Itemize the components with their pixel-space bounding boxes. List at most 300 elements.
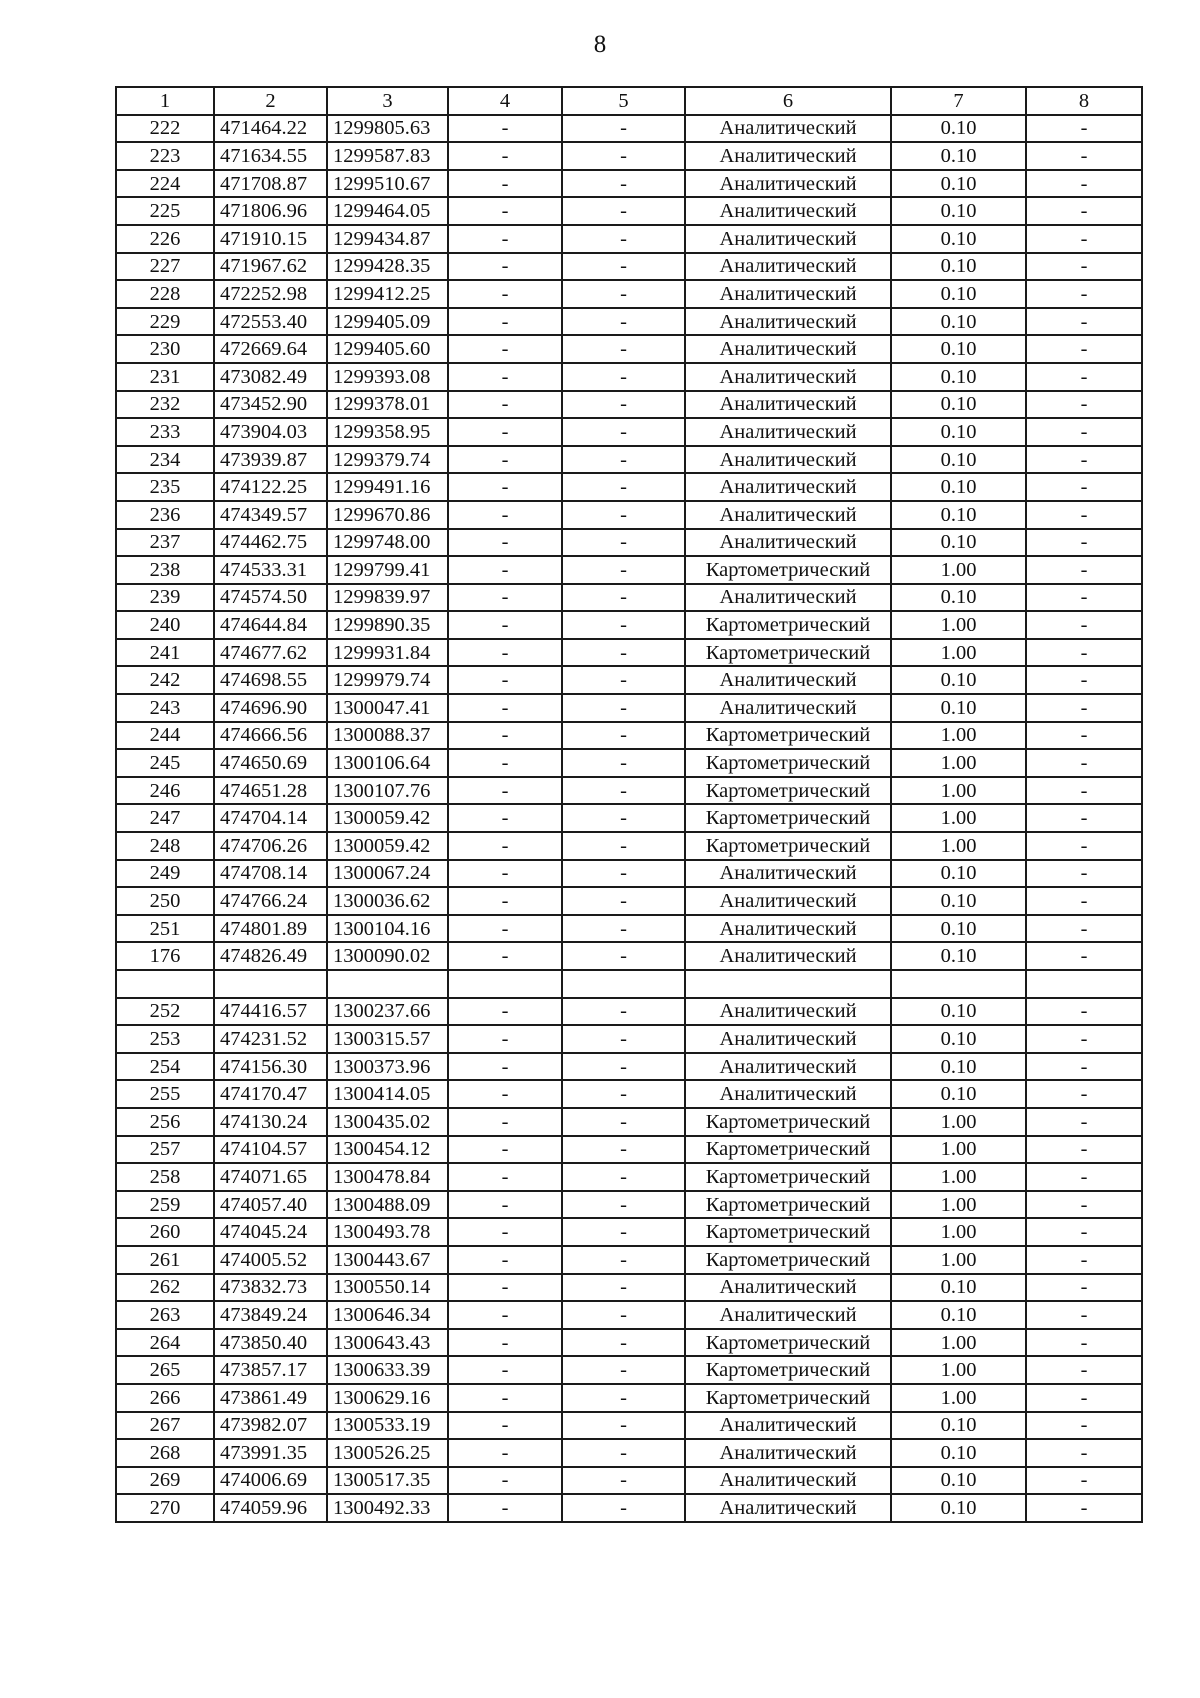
cell-point-number: 257 [116,1136,214,1164]
cell-method: Аналитический [685,584,891,612]
cell-col-8: - [1026,611,1142,639]
table-row [116,694,1142,722]
cell-y-coordinate: 1300454.12 [327,1136,448,1164]
cell-y-coordinate: 1300435.02 [327,1108,448,1136]
cell-x-coordinate: 471806.96 [214,197,327,225]
cell-point-number: 268 [116,1439,214,1467]
cell-accuracy: 1.00 [891,1329,1026,1357]
cell-accuracy [891,970,1026,998]
cell-x-coordinate: 474826.49 [214,942,327,970]
cell-col-4: - [448,280,562,308]
cell-accuracy: 0.10 [891,1494,1026,1522]
cell-col-4: - [448,1301,562,1329]
cell-accuracy: 0.10 [891,280,1026,308]
cell-col-4: - [448,1246,562,1274]
cell-y-coordinate: 1300633.39 [327,1356,448,1384]
cell-method: Аналитический [685,887,891,915]
cell-col-5: - [562,142,685,170]
table-row [116,1356,1142,1384]
table-row [116,887,1142,915]
cell-method: Аналитический [685,501,891,529]
cell-col-5: - [562,418,685,446]
table-row [116,666,1142,694]
cell-col-4: - [448,1191,562,1219]
cell-col-8: - [1026,722,1142,750]
cell-col-4: - [448,832,562,860]
cell-y-coordinate: 1299491.16 [327,473,448,501]
cell-method: Картометрический [685,777,891,805]
table-row [116,170,1142,198]
cell-accuracy: 1.00 [891,1163,1026,1191]
cell-col-8: - [1026,915,1142,943]
header-cell-x-coordinate: 2 [214,87,327,115]
cell-point-number: 259 [116,1191,214,1219]
cell-point-number: 258 [116,1163,214,1191]
cell-x-coordinate: 474696.90 [214,694,327,722]
cell-y-coordinate: 1300047.41 [327,694,448,722]
cell-accuracy: 0.10 [891,501,1026,529]
cell-point-number: 270 [116,1494,214,1522]
cell-accuracy: 1.00 [891,1108,1026,1136]
cell-col-4: - [448,1329,562,1357]
cell-method: Аналитический [685,170,891,198]
cell-method: Аналитический [685,473,891,501]
cell-col-4: - [448,142,562,170]
cell-point-number: 232 [116,391,214,419]
cell-method: Картометрический [685,1136,891,1164]
table-row [116,501,1142,529]
cell-col-8: - [1026,1274,1142,1302]
cell-col-8: - [1026,860,1142,888]
cell-col-5: - [562,115,685,143]
cell-col-5: - [562,722,685,750]
cell-point-number: 256 [116,1108,214,1136]
table-row [116,1412,1142,1440]
cell-col-5: - [562,363,685,391]
cell-col-5: - [562,804,685,832]
cell-method: Аналитический [685,225,891,253]
cell-col-8: - [1026,115,1142,143]
cell-col-8: - [1026,1329,1142,1357]
table-row [116,391,1142,419]
cell-col-4: - [448,1384,562,1412]
cell-method: Картометрический [685,639,891,667]
table-row [116,1439,1142,1467]
cell-accuracy: 0.10 [891,998,1026,1026]
cell-col-8: - [1026,1053,1142,1081]
cell-y-coordinate: 1299805.63 [327,115,448,143]
cell-point-number: 243 [116,694,214,722]
table-header-row [116,87,1142,115]
cell-col-8: - [1026,446,1142,474]
cell-y-coordinate: 1299379.74 [327,446,448,474]
cell-accuracy: 0.10 [891,1301,1026,1329]
cell-col-4: - [448,887,562,915]
cell-y-coordinate: 1299890.35 [327,611,448,639]
cell-y-coordinate: 1299748.00 [327,529,448,557]
cell-x-coordinate: 473857.17 [214,1356,327,1384]
cell-col-5: - [562,308,685,336]
cell-x-coordinate: 474677.62 [214,639,327,667]
cell-x-coordinate: 474462.75 [214,529,327,557]
cell-method: Аналитический [685,142,891,170]
cell-col-5: - [562,666,685,694]
cell-col-4: - [448,942,562,970]
cell-col-5: - [562,942,685,970]
table-row [116,1246,1142,1274]
cell-method: Аналитический [685,1467,891,1495]
cell-col-5: - [562,1218,685,1246]
cell-col-8: - [1026,639,1142,667]
cell-accuracy: 1.00 [891,611,1026,639]
cell-col-5: - [562,998,685,1026]
cell-x-coordinate: 474006.69 [214,1467,327,1495]
cell-point-number: 244 [116,722,214,750]
cell-y-coordinate: 1300488.09 [327,1191,448,1219]
cell-col-4: - [448,611,562,639]
cell-y-coordinate: 1299931.84 [327,639,448,667]
cell-method: Картометрический [685,1218,891,1246]
cell-col-5: - [562,1080,685,1108]
cell-col-8: - [1026,1136,1142,1164]
cell-col-4: - [448,501,562,529]
cell-x-coordinate: 473082.49 [214,363,327,391]
cell-y-coordinate: 1300493.78 [327,1218,448,1246]
cell-col-4: - [448,308,562,336]
cell-y-coordinate: 1300526.25 [327,1439,448,1467]
cell-y-coordinate: 1299799.41 [327,556,448,584]
cell-point-number: 226 [116,225,214,253]
table-row [116,804,1142,832]
cell-method: Картометрический [685,749,891,777]
table-row [116,142,1142,170]
cell-x-coordinate: 471464.22 [214,115,327,143]
cell-x-coordinate: 474005.52 [214,1246,327,1274]
cell-x-coordinate: 473991.35 [214,1439,327,1467]
cell-y-coordinate: 1299378.01 [327,391,448,419]
cell-accuracy: 1.00 [891,804,1026,832]
cell-x-coordinate: 474666.56 [214,722,327,750]
cell-col-5: - [562,887,685,915]
cell-accuracy: 0.10 [891,1080,1026,1108]
cell-accuracy: 0.10 [891,308,1026,336]
cell-x-coordinate: 474122.25 [214,473,327,501]
cell-x-coordinate: 474766.24 [214,887,327,915]
cell-point-number: 241 [116,639,214,667]
cell-point-number: 231 [116,363,214,391]
cell-col-5: - [562,473,685,501]
cell-method: Аналитический [685,280,891,308]
cell-col-4 [448,970,562,998]
cell-x-coordinate: 474533.31 [214,556,327,584]
header-cell-y-coordinate: 3 [327,87,448,115]
cell-col-5: - [562,225,685,253]
cell-col-4: - [448,1163,562,1191]
cell-col-4: - [448,253,562,281]
table-row [116,1218,1142,1246]
cell-col-5: - [562,639,685,667]
cell-y-coordinate: 1300629.16 [327,1384,448,1412]
cell-col-5: - [562,446,685,474]
cell-y-coordinate: 1300517.35 [327,1467,448,1495]
cell-col-5: - [562,777,685,805]
table-row [116,1163,1142,1191]
table-row [116,860,1142,888]
table-row [116,639,1142,667]
cell-col-8: - [1026,1163,1142,1191]
cell-x-coordinate: 474651.28 [214,777,327,805]
cell-col-5: - [562,335,685,363]
cell-y-coordinate: 1300550.14 [327,1274,448,1302]
cell-method: Аналитический [685,666,891,694]
cell-col-8: - [1026,1439,1142,1467]
table-row [116,832,1142,860]
cell-accuracy: 1.00 [891,722,1026,750]
cell-method: Аналитический [685,694,891,722]
cell-x-coordinate: 471708.87 [214,170,327,198]
cell-col-8: - [1026,832,1142,860]
cell-method: Аналитический [685,197,891,225]
cell-col-8: - [1026,1494,1142,1522]
table-row [116,1053,1142,1081]
cell-col-4: - [448,335,562,363]
cell-accuracy: 0.10 [891,253,1026,281]
cell-col-4: - [448,666,562,694]
table-row [116,942,1142,970]
cell-accuracy: 0.10 [891,1412,1026,1440]
cell-point-number: 242 [116,666,214,694]
cell-col-5: - [562,556,685,584]
cell-point-number: 263 [116,1301,214,1329]
cell-col-8: - [1026,418,1142,446]
cell-point-number: 252 [116,998,214,1026]
table-row [116,335,1142,363]
cell-point-number: 224 [116,170,214,198]
cell-accuracy: 1.00 [891,639,1026,667]
cell-point-number: 234 [116,446,214,474]
cell-col-4: - [448,1053,562,1081]
header-cell-point-number: 1 [116,87,214,115]
page-number: 8 [593,31,607,58]
coordinates-table [115,86,1143,1523]
cell-method: Картометрический [685,1246,891,1274]
header-cell-accuracy: 7 [891,87,1026,115]
cell-col-5: - [562,253,685,281]
cell-method: Аналитический [685,529,891,557]
cell-y-coordinate: 1300104.16 [327,915,448,943]
cell-point-number: 222 [116,115,214,143]
table-row [116,777,1142,805]
cell-x-coordinate: 471910.15 [214,225,327,253]
cell-col-8: - [1026,391,1142,419]
cell-accuracy: 0.10 [891,1439,1026,1467]
cell-y-coordinate: 1299405.60 [327,335,448,363]
cell-method: Картометрический [685,832,891,860]
cell-y-coordinate: 1299412.25 [327,280,448,308]
cell-y-coordinate: 1300059.42 [327,804,448,832]
cell-col-5: - [562,915,685,943]
cell-method: Картометрический [685,722,891,750]
cell-col-4: - [448,473,562,501]
cell-col-4: - [448,1467,562,1495]
cell-y-coordinate [327,970,448,998]
cell-accuracy: 1.00 [891,832,1026,860]
header-cell-col-4: 4 [448,87,562,115]
cell-method: Аналитический [685,1301,891,1329]
cell-accuracy: 0.10 [891,197,1026,225]
cell-x-coordinate: 474650.69 [214,749,327,777]
cell-col-5: - [562,1384,685,1412]
table-row [116,1191,1142,1219]
cell-col-8: - [1026,1218,1142,1246]
cell-col-8: - [1026,1246,1142,1274]
cell-method: Аналитический [685,363,891,391]
cell-x-coordinate: 473832.73 [214,1274,327,1302]
cell-method: Аналитический [685,998,891,1026]
cell-col-5: - [562,280,685,308]
cell-point-number: 228 [116,280,214,308]
cell-method: Картометрический [685,804,891,832]
cell-method: Картометрический [685,1356,891,1384]
cell-method: Аналитический [685,1412,891,1440]
cell-col-8: - [1026,501,1142,529]
table-row [116,280,1142,308]
table-row [116,529,1142,557]
cell-method [685,970,891,998]
cell-col-4: - [448,1274,562,1302]
cell-accuracy: 0.10 [891,115,1026,143]
table-row [116,1494,1142,1522]
cell-accuracy: 0.10 [891,335,1026,363]
cell-y-coordinate: 1300414.05 [327,1080,448,1108]
cell-y-coordinate: 1300090.02 [327,942,448,970]
cell-point-number: 235 [116,473,214,501]
cell-col-8 [1026,970,1142,998]
cell-y-coordinate: 1300443.67 [327,1246,448,1274]
cell-col-4: - [448,915,562,943]
cell-x-coordinate: 474170.47 [214,1080,327,1108]
cell-col-5 [562,970,685,998]
cell-accuracy: 0.10 [891,363,1026,391]
cell-y-coordinate: 1300107.76 [327,777,448,805]
table-row [116,915,1142,943]
cell-col-5: - [562,197,685,225]
header-cell-col-5: 5 [562,87,685,115]
cell-col-8: - [1026,280,1142,308]
cell-point-number: 225 [116,197,214,225]
cell-col-8: - [1026,998,1142,1026]
cell-accuracy: 1.00 [891,749,1026,777]
cell-method: Аналитический [685,1274,891,1302]
cell-x-coordinate: 471967.62 [214,253,327,281]
cell-method: Картометрический [685,1191,891,1219]
cell-x-coordinate: 474801.89 [214,915,327,943]
cell-col-4: - [448,749,562,777]
cell-point-number: 233 [116,418,214,446]
cell-y-coordinate: 1300373.96 [327,1053,448,1081]
cell-col-8: - [1026,556,1142,584]
cell-y-coordinate: 1299670.86 [327,501,448,529]
cell-col-8: - [1026,363,1142,391]
cell-accuracy: 1.00 [891,1246,1026,1274]
cell-col-8: - [1026,749,1142,777]
cell-accuracy: 0.10 [891,942,1026,970]
cell-point-number: 245 [116,749,214,777]
cell-col-8: - [1026,225,1142,253]
cell-x-coordinate: 472553.40 [214,308,327,336]
cell-point-number: 248 [116,832,214,860]
cell-col-5: - [562,1412,685,1440]
cell-col-8: - [1026,170,1142,198]
cell-method: Аналитический [685,1053,891,1081]
cell-point-number: 250 [116,887,214,915]
cell-accuracy: 0.10 [891,1025,1026,1053]
cell-y-coordinate: 1300059.42 [327,832,448,860]
cell-col-4: - [448,860,562,888]
cell-method: Аналитический [685,1025,891,1053]
table-row [116,1136,1142,1164]
header-cell-method: 6 [685,87,891,115]
cell-col-4: - [448,1218,562,1246]
cell-method: Аналитический [685,418,891,446]
cell-accuracy: 1.00 [891,556,1026,584]
cell-y-coordinate: 1299464.05 [327,197,448,225]
cell-accuracy: 1.00 [891,1218,1026,1246]
cell-col-4: - [448,1412,562,1440]
cell-method: Аналитический [685,1439,891,1467]
cell-col-4: - [448,391,562,419]
cell-accuracy: 1.00 [891,1136,1026,1164]
cell-x-coordinate: 473939.87 [214,446,327,474]
cell-accuracy: 0.10 [891,142,1026,170]
cell-col-4: - [448,1356,562,1384]
cell-col-8: - [1026,666,1142,694]
cell-y-coordinate: 1300643.43 [327,1329,448,1357]
table-row [116,1329,1142,1357]
cell-x-coordinate: 474708.14 [214,860,327,888]
cell-x-coordinate: 474231.52 [214,1025,327,1053]
cell-col-8: - [1026,804,1142,832]
cell-method: Аналитический [685,253,891,281]
cell-method: Картометрический [685,1108,891,1136]
cell-col-5: - [562,1108,685,1136]
cell-col-8: - [1026,529,1142,557]
cell-col-8: - [1026,1080,1142,1108]
table-row [116,418,1142,446]
cell-col-4: - [448,1494,562,1522]
cell-col-8: - [1026,335,1142,363]
cell-y-coordinate: 1300088.37 [327,722,448,750]
cell-x-coordinate: 474104.57 [214,1136,327,1164]
cell-method: Картометрический [685,611,891,639]
cell-accuracy: 0.10 [891,446,1026,474]
table-row [116,556,1142,584]
table-row [116,722,1142,750]
header-cell-col-8: 8 [1026,87,1142,115]
cell-method: Картометрический [685,1329,891,1357]
cell-method: Аналитический [685,115,891,143]
cell-x-coordinate: 474059.96 [214,1494,327,1522]
table-row [116,446,1142,474]
cell-point-number: 255 [116,1080,214,1108]
cell-method: Картометрический [685,1163,891,1191]
cell-col-8: - [1026,1467,1142,1495]
cell-col-5: - [562,1467,685,1495]
cell-accuracy: 0.10 [891,887,1026,915]
cell-point-number: 230 [116,335,214,363]
cell-x-coordinate: 473982.07 [214,1412,327,1440]
cell-point-number: 267 [116,1412,214,1440]
